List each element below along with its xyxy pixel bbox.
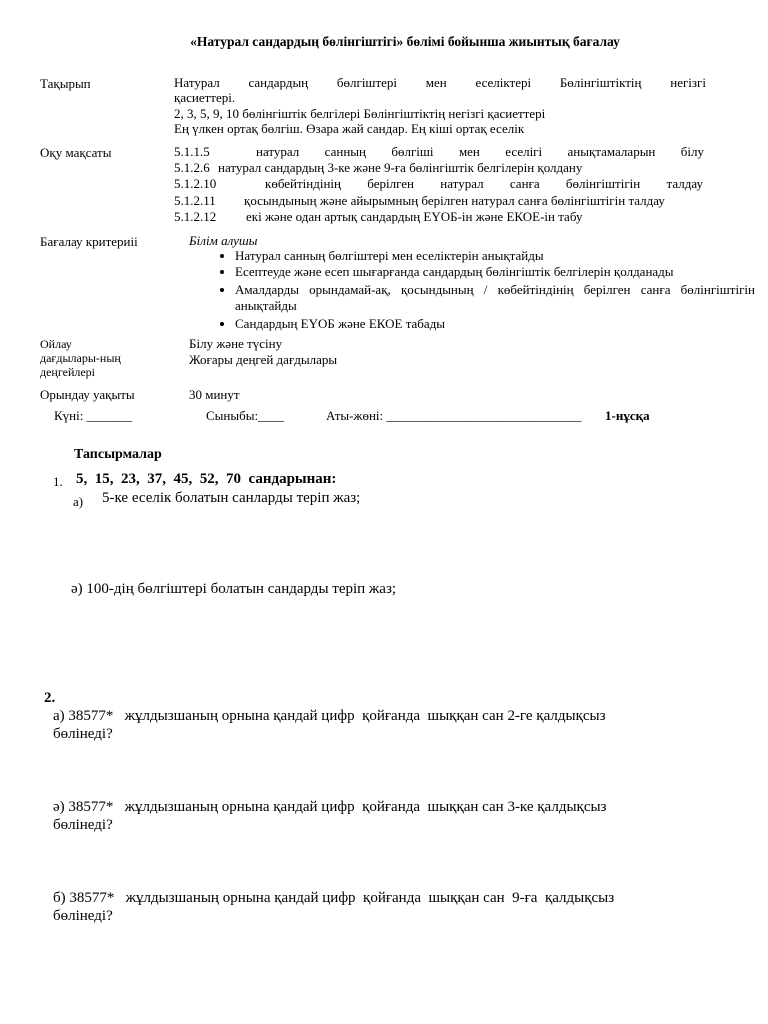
goal-text: натурал сандардың 3-ке және 9-ға бөлінгіштік белгілерін қолдану (218, 160, 583, 175)
task1-a-marker: а) (73, 494, 84, 509)
skill-item: Білу және түсіну (189, 336, 283, 351)
date-field: Күні: _______ (54, 408, 133, 423)
task2-item-line: бөлінеді? (53, 908, 113, 924)
criteria-item: • Амалдарды орындамай-ақ, қосындының / көбейтіндінің берілген санға бөлінгіштігін анықтайды (235, 282, 755, 313)
task2-number: 2. (44, 690, 56, 706)
page-title: «Натурал сандардың бөлінгіштігі» бөлімі бойынша жиынтық бағалау (190, 34, 620, 49)
task1-a-text: 5-ке еселік болатын санларды теріп жаз; (102, 490, 361, 506)
topic-label: Тақырып (40, 76, 91, 91)
criteria-list (189, 248, 755, 332)
time-value: 30 минут (189, 387, 240, 402)
task2-item-line: ә) 38577* жұлдызшаның орнына қандай цифр қойғанда шыққан сан 3-ке қалдықсыз (53, 799, 607, 815)
topic-line: 2, 3, 5, 9, 10 бөлінгіштік белгілері Бөлінгіштіктің негізгі қасиеттері (174, 106, 546, 121)
task2-item-line: б) 38577* жұлдызшаның орнына қандай цифр қойғанда шыққан сан 9-ға қалдықсыз (53, 890, 615, 906)
goal-text: екі және одан артық сандардың ЕҮОБ-ін және ЕКОЕ-ін табу (246, 209, 583, 224)
task2-item-line: бөлінеді? (53, 726, 113, 742)
name-field: Аты-жөні: ______________________________ (326, 408, 582, 423)
task1-number: 1. (53, 474, 63, 489)
goal-code: 5.1.1.5 (174, 144, 210, 159)
goal-code: 5.1.2.12 (174, 209, 217, 224)
task1-text: 5, 15, 23, 37, 45, 52, 70 сандарынан: (76, 471, 337, 487)
criteria-heading: Білім алушы (189, 233, 258, 248)
topic-line: Ең үлкен ортақ бөлгіш. Өзара жай сандар. Ең кіші ортақ еселік (174, 121, 525, 136)
goal-text: көбейтіндінің берілген натурал санға бөлінгіштігін талдау (265, 176, 703, 191)
criteria-item: • Есептеуде және есеп шығарғанда сандардың бөлінгіштік белгілерін қолданады (235, 264, 755, 280)
criteria-item: • Сандардың ЕҮОБ және ЕКОЕ табады (235, 316, 755, 332)
skills-label-line: Ойлау (40, 337, 72, 351)
topic-line: Натурал сандардың бөлгіштері мен еселіктері Бөлінгіштіктің негізгі (174, 75, 706, 90)
task2-item-line: а) 38577* жұлдызшаның орнына қандай цифр қойғанда шыққан сан 2-ге қалдықсыз (53, 708, 606, 724)
goal-label: Оқу мақсаты (40, 145, 112, 160)
task1-b-text: ә) 100-дің бөлгіштері болатын сандарды теріп жаз; (71, 581, 397, 597)
goal-code: 5.1.2.6 (174, 160, 210, 175)
criteria-label: Бағалау критериіі (40, 234, 138, 249)
variant-label: 1-нұсқа (605, 408, 650, 423)
tasks-heading: Тапсырмалар (74, 447, 162, 462)
time-label: Орындау уақыты (40, 387, 135, 402)
skill-item: Жоғары деңгей дағдылары (189, 352, 338, 367)
skills-label-line: деңгейлері (40, 365, 96, 379)
task2-item-line: бөлінеді? (53, 817, 113, 833)
goal-code: 5.1.2.11 (174, 193, 216, 208)
criteria-item: • Натурал санның бөлгіштері мен еселіктерін анықтайды (235, 248, 755, 264)
goal-code: 5.1.2.10 (174, 176, 217, 191)
goal-text: натурал санның бөлгіші мен еселігі анықтамаларын білу (256, 144, 704, 159)
class-field: Сыныбы:____ (206, 408, 285, 423)
skills-label-line: дағдылары-ның (40, 351, 121, 365)
goal-text: қосындының және айырымның берілген натурал санға бөлінгіштігін талдау (244, 193, 665, 208)
skills-label (40, 337, 121, 379)
topic-line: қасиеттері. (174, 90, 236, 105)
